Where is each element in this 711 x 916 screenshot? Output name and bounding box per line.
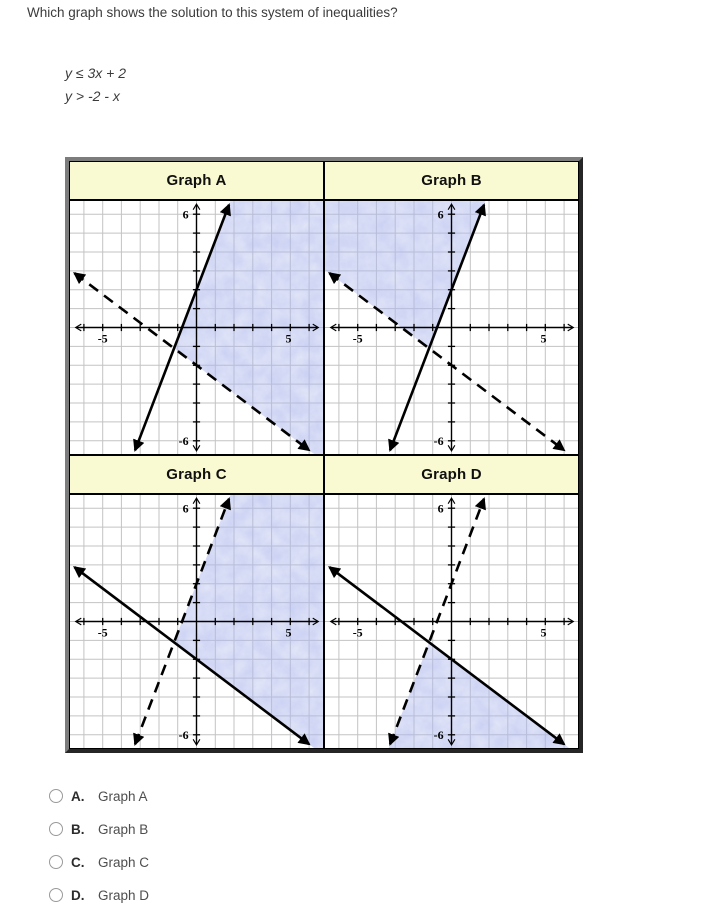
svg-text:-6: -6: [178, 434, 189, 448]
svg-text:-6: -6: [433, 434, 444, 448]
choice-b-key: B.: [71, 821, 85, 837]
graph-a-plot: [70, 201, 323, 454]
choice-b-radio[interactable]: [49, 822, 63, 836]
choice-c-key: C.: [71, 854, 85, 870]
graph-a-cell: [70, 201, 323, 454]
svg-text:5: 5: [540, 331, 547, 346]
choice-c-label: Graph C: [98, 854, 150, 870]
graph-a-header: Graph A: [70, 162, 323, 199]
svg-text:5: 5: [285, 625, 292, 640]
answer-choices: [49, 789, 149, 902]
graph-b-header: Graph B: [325, 162, 578, 199]
svg-text:6: 6: [437, 207, 444, 222]
graph-d-cell: [325, 495, 578, 748]
graph-d-plot: [325, 495, 578, 748]
svg-text:6: 6: [182, 207, 189, 222]
choice-a-label: Graph A: [98, 788, 148, 804]
graph-d-header: Graph D: [325, 456, 578, 493]
choice-b-label: Graph B: [98, 821, 149, 837]
graph-b-cell: [325, 201, 578, 454]
graph-c-cell: [70, 495, 323, 748]
svg-text:5: 5: [540, 625, 547, 640]
svg-text:5: 5: [285, 331, 292, 346]
inequality-2: y > -2 - x: [65, 88, 120, 104]
choice-row-b[interactable]: [49, 822, 149, 836]
graph-c-header: Graph C: [70, 456, 323, 493]
choice-d-radio[interactable]: [49, 888, 63, 902]
choice-d-label: Graph D: [98, 887, 150, 903]
svg-text:-5: -5: [352, 625, 363, 640]
choice-c-radio[interactable]: [49, 855, 63, 869]
choice-a-radio[interactable]: [49, 789, 63, 803]
choice-row-d[interactable]: [49, 888, 149, 902]
inequality-1: y ≤ 3x + 2: [65, 65, 126, 81]
graphs-table: [65, 157, 583, 753]
svg-text:-6: -6: [433, 728, 444, 742]
choice-a-key: A.: [71, 788, 85, 804]
choice-row-c[interactable]: [49, 855, 149, 869]
svg-text:-5: -5: [97, 625, 108, 640]
svg-text:6: 6: [182, 501, 189, 516]
question-text: Which graph shows the solution to this system of inequalities?: [27, 5, 398, 20]
choice-row-a[interactable]: [49, 789, 149, 803]
inequality-system: [65, 62, 126, 108]
svg-text:-5: -5: [97, 331, 108, 346]
graph-b-plot: [325, 201, 578, 454]
svg-text:-5: -5: [352, 331, 363, 346]
graph-c-plot: [70, 495, 323, 748]
svg-text:6: 6: [437, 501, 444, 516]
svg-text:-6: -6: [178, 728, 189, 742]
choice-d-key: D.: [71, 887, 85, 903]
